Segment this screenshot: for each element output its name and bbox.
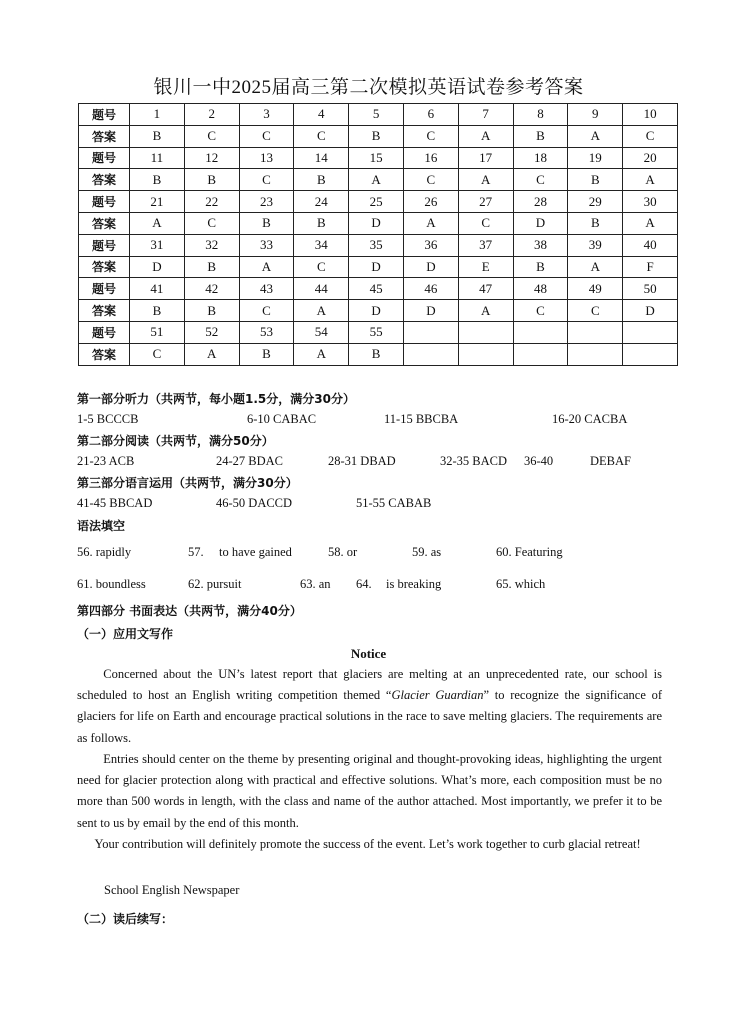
question-number-cell: 50 bbox=[623, 278, 678, 300]
answer-cell: B bbox=[349, 125, 404, 147]
answer-cell: B bbox=[184, 256, 239, 278]
grammar-item: 60. Featuring bbox=[496, 545, 563, 559]
answer-cell: A bbox=[130, 212, 185, 234]
row-label: 答案 bbox=[79, 343, 130, 365]
answer-cell bbox=[458, 343, 513, 365]
question-number-cell bbox=[568, 321, 623, 343]
part3-group: 51-55 CABAB bbox=[356, 496, 432, 510]
answer-row bbox=[79, 300, 678, 322]
answer-cell: B bbox=[294, 169, 349, 191]
notice-title: Notice bbox=[350, 646, 387, 661]
answer-cell: A bbox=[568, 125, 623, 147]
answer-cell: C bbox=[239, 169, 294, 191]
question-number-cell: 45 bbox=[349, 278, 404, 300]
answer-cell: D bbox=[513, 212, 568, 234]
question-number-cell: 5 bbox=[349, 104, 404, 126]
grammar-item: 61. boundless bbox=[77, 577, 146, 591]
question-number-cell: 21 bbox=[130, 191, 185, 213]
row-label: 题号 bbox=[79, 321, 130, 343]
question-number-cell: 55 bbox=[349, 321, 404, 343]
answer-cell: A bbox=[349, 169, 404, 191]
answer-cell: A bbox=[403, 212, 458, 234]
row-label: 题号 bbox=[79, 104, 130, 126]
question-number-cell: 38 bbox=[513, 234, 568, 256]
question-number-cell: 34 bbox=[294, 234, 349, 256]
answer-cell: C bbox=[130, 343, 185, 365]
answer-cell: B bbox=[184, 169, 239, 191]
question-number-cell: 36 bbox=[403, 234, 458, 256]
answer-cell: B bbox=[239, 212, 294, 234]
answer-row bbox=[79, 343, 678, 365]
answer-row bbox=[79, 125, 678, 147]
question-number-cell: 24 bbox=[294, 191, 349, 213]
part2-group: 21-23 ACB bbox=[77, 454, 135, 468]
question-number-cell: 28 bbox=[513, 191, 568, 213]
question-number-cell bbox=[458, 321, 513, 343]
answer-cell bbox=[623, 343, 678, 365]
notice-paragraph: Your contribution will definitely promote the success of the event. Let’s work together to curb glacial retreat! bbox=[94, 837, 641, 851]
answer-row bbox=[79, 212, 678, 234]
answer-cell: E bbox=[458, 256, 513, 278]
part2-group: DEBAF bbox=[590, 454, 631, 468]
part3-group: 41-45 BBCAD bbox=[77, 496, 153, 510]
question-number-cell: 31 bbox=[130, 234, 185, 256]
answer-cell: D bbox=[349, 300, 404, 322]
answer-cell: B bbox=[568, 169, 623, 191]
answer-cell: C bbox=[403, 125, 458, 147]
part2-heading: 第二部分阅读（共两节，满分50分） bbox=[77, 434, 274, 448]
part1-group: 1-5 BCCCB bbox=[77, 412, 139, 426]
question-number-cell: 26 bbox=[403, 191, 458, 213]
question-number-cell: 29 bbox=[568, 191, 623, 213]
row-label: 答案 bbox=[79, 169, 130, 191]
part3-heading: 第三部分语言运用（共两节，满分30分） bbox=[77, 476, 298, 490]
question-number-cell: 17 bbox=[458, 147, 513, 169]
grammar-item: 65. which bbox=[496, 577, 546, 591]
answer-cell: D bbox=[403, 256, 458, 278]
question-number-cell: 7 bbox=[458, 104, 513, 126]
question-number-row bbox=[79, 104, 678, 126]
grammar-item: 58. or bbox=[328, 545, 358, 559]
answer-cell: B bbox=[239, 343, 294, 365]
question-number-cell: 49 bbox=[568, 278, 623, 300]
answer-row bbox=[79, 256, 678, 278]
grammar-heading: 语法填空 bbox=[77, 519, 126, 533]
answer-cell: D bbox=[130, 256, 185, 278]
answer-cell: D bbox=[623, 300, 678, 322]
answer-cell: C bbox=[513, 169, 568, 191]
question-number-cell: 37 bbox=[458, 234, 513, 256]
question-number-cell: 23 bbox=[239, 191, 294, 213]
question-number-cell: 14 bbox=[294, 147, 349, 169]
row-label: 题号 bbox=[79, 147, 130, 169]
question-number-cell: 4 bbox=[294, 104, 349, 126]
part2-group: 36-40 bbox=[524, 454, 554, 468]
row-label: 题号 bbox=[79, 278, 130, 300]
question-number-cell: 41 bbox=[130, 278, 185, 300]
question-number-cell: 25 bbox=[349, 191, 404, 213]
answer-cell: C bbox=[568, 300, 623, 322]
grammar-item: 62. pursuit bbox=[188, 577, 242, 591]
writing-subheading: （一）应用文写作 bbox=[77, 627, 174, 641]
part2-group: 24-27 BDAC bbox=[216, 454, 284, 468]
part1-heading: 第一部分听力（共两节，每小题1.5分，满分30分） bbox=[77, 392, 355, 406]
answer-cell: A bbox=[623, 212, 678, 234]
answer-cell: C bbox=[458, 212, 513, 234]
answer-table bbox=[78, 103, 678, 366]
grammar-item: 59. as bbox=[412, 545, 442, 559]
question-number-cell: 27 bbox=[458, 191, 513, 213]
question-number-cell bbox=[623, 321, 678, 343]
question-number-cell: 11 bbox=[130, 147, 185, 169]
question-number-cell: 6 bbox=[403, 104, 458, 126]
row-label: 答案 bbox=[79, 256, 130, 278]
answer-cell: C bbox=[239, 300, 294, 322]
part1-group: 16-20 CACBA bbox=[552, 412, 628, 426]
answer-row bbox=[79, 169, 678, 191]
answer-cell: B bbox=[349, 343, 404, 365]
question-number-cell: 40 bbox=[623, 234, 678, 256]
question-number-cell: 10 bbox=[623, 104, 678, 126]
row-label: 答案 bbox=[79, 300, 130, 322]
question-number-cell: 15 bbox=[349, 147, 404, 169]
grammar-item: 64. bbox=[356, 577, 372, 591]
question-number-cell: 53 bbox=[239, 321, 294, 343]
question-number-cell: 1 bbox=[130, 104, 185, 126]
question-number-cell: 9 bbox=[568, 104, 623, 126]
question-number-cell: 19 bbox=[568, 147, 623, 169]
question-number-row bbox=[79, 147, 678, 169]
question-number-cell: 2 bbox=[184, 104, 239, 126]
answer-cell: C bbox=[294, 125, 349, 147]
question-number-cell: 46 bbox=[403, 278, 458, 300]
question-number-cell: 12 bbox=[184, 147, 239, 169]
question-number-cell: 33 bbox=[239, 234, 294, 256]
answer-cell: C bbox=[294, 256, 349, 278]
question-number-cell: 44 bbox=[294, 278, 349, 300]
question-number-cell: 22 bbox=[184, 191, 239, 213]
answer-cell: A bbox=[458, 125, 513, 147]
answer-cell: B bbox=[513, 125, 568, 147]
answer-cell: A bbox=[184, 343, 239, 365]
answer-cell: B bbox=[130, 169, 185, 191]
grammar-item: to have gained bbox=[219, 545, 292, 559]
question-number-cell: 42 bbox=[184, 278, 239, 300]
answer-cell: A bbox=[568, 256, 623, 278]
answer-cell: A bbox=[623, 169, 678, 191]
question-number-row bbox=[79, 234, 678, 256]
question-number-cell bbox=[513, 321, 568, 343]
part3-group: 46-50 DACCD bbox=[216, 496, 293, 510]
question-number-cell: 16 bbox=[403, 147, 458, 169]
answer-cell: C bbox=[403, 169, 458, 191]
question-number-cell: 35 bbox=[349, 234, 404, 256]
competition-theme: Glacier Guardian bbox=[391, 688, 484, 703]
row-label: 题号 bbox=[79, 234, 130, 256]
question-number-cell: 48 bbox=[513, 278, 568, 300]
answer-cell: B bbox=[130, 125, 185, 147]
grammar-item: 56. rapidly bbox=[77, 545, 132, 559]
notice-paragraph: Entries should center on the theme by presenting original and thought-provoking ideas, highlighting the urgent need for glacier protection along with practical and effective solutions. What’s more, each composition must be no more than 500 words in length, with the class and name of the author attached. Most importantly, we prefer it to be sent to us by email by the end of this month. bbox=[77, 752, 662, 830]
answer-cell bbox=[403, 343, 458, 365]
part2-group: 28-31 DBAD bbox=[328, 454, 396, 468]
answer-cell: D bbox=[349, 212, 404, 234]
answer-cell: C bbox=[184, 212, 239, 234]
answer-cell: B bbox=[184, 300, 239, 322]
continuation-subheading: （二）读后续写： bbox=[77, 912, 174, 926]
question-number-cell: 47 bbox=[458, 278, 513, 300]
question-number-cell bbox=[403, 321, 458, 343]
notice-paragraph: Concerned about the UN’s latest report that glaciers are melting at an unprecedented rate, our school is scheduled to host an English writing competition themed “Glacier Guardian” to recognize the significance of glaciers for life on Earth and encourage practical solutions in the race to save melting glaciers. The requirements are as follows. bbox=[77, 667, 663, 745]
grammar-item: 57. bbox=[188, 545, 204, 559]
question-number-row bbox=[79, 278, 678, 300]
answer-cell: D bbox=[403, 300, 458, 322]
grammar-item: is breaking bbox=[386, 577, 442, 591]
row-label: 题号 bbox=[79, 191, 130, 213]
question-number-cell: 30 bbox=[623, 191, 678, 213]
part4-heading: 第四部分 书面表达（共两节，满分40分） bbox=[77, 604, 302, 618]
answer-cell: C bbox=[184, 125, 239, 147]
part2-group: 32-35 BACD bbox=[440, 454, 508, 468]
answer-cell: C bbox=[239, 125, 294, 147]
answer-cell: B bbox=[294, 212, 349, 234]
question-number-cell: 20 bbox=[623, 147, 678, 169]
answer-cell: B bbox=[568, 212, 623, 234]
notice-signature: School English Newspaper bbox=[104, 883, 240, 897]
question-number-row bbox=[79, 321, 678, 343]
answer-cell: C bbox=[513, 300, 568, 322]
question-number-cell: 13 bbox=[239, 147, 294, 169]
question-number-cell: 8 bbox=[513, 104, 568, 126]
question-number-cell: 43 bbox=[239, 278, 294, 300]
question-number-cell: 3 bbox=[239, 104, 294, 126]
answer-cell: F bbox=[623, 256, 678, 278]
question-number-cell: 51 bbox=[130, 321, 185, 343]
answer-cell: A bbox=[294, 300, 349, 322]
answer-cell: D bbox=[349, 256, 404, 278]
question-number-cell: 32 bbox=[184, 234, 239, 256]
row-label: 答案 bbox=[79, 125, 130, 147]
question-number-cell: 39 bbox=[568, 234, 623, 256]
answer-cell: B bbox=[513, 256, 568, 278]
grammar-item: 63. an bbox=[300, 577, 331, 591]
answer-cell bbox=[568, 343, 623, 365]
answer-cell: A bbox=[458, 169, 513, 191]
answer-cell: C bbox=[623, 125, 678, 147]
question-number-row bbox=[79, 191, 678, 213]
answer-cell: A bbox=[239, 256, 294, 278]
page-title: 银川一中2025届高三第二次模拟英语试卷参考答案 bbox=[153, 77, 584, 98]
answer-cell: A bbox=[458, 300, 513, 322]
question-number-cell: 18 bbox=[513, 147, 568, 169]
part1-group: 11-15 BBCBA bbox=[384, 412, 459, 426]
answer-cell: B bbox=[130, 300, 185, 322]
row-label: 答案 bbox=[79, 212, 130, 234]
question-number-cell: 54 bbox=[294, 321, 349, 343]
part1-group: 6-10 CABAC bbox=[247, 412, 317, 426]
answer-cell bbox=[513, 343, 568, 365]
question-number-cell: 52 bbox=[184, 321, 239, 343]
answer-cell: A bbox=[294, 343, 349, 365]
